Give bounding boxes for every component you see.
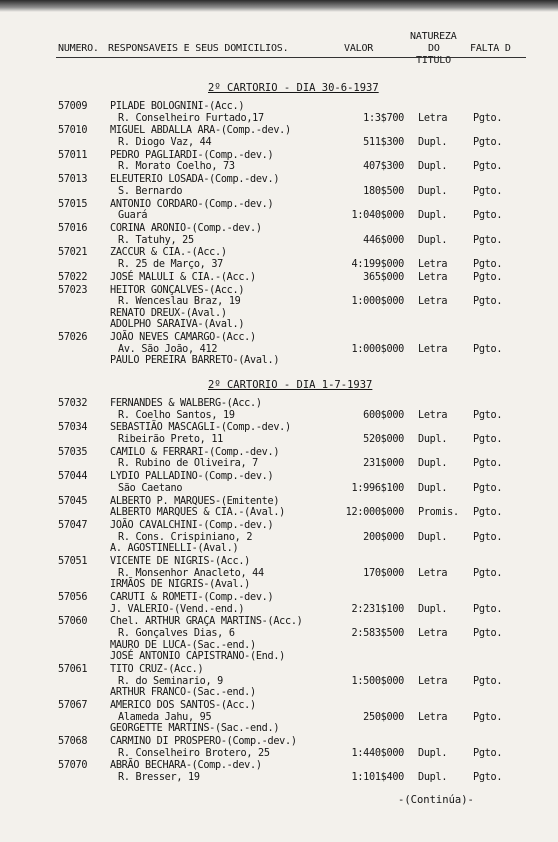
entry-number: 57021 — [58, 247, 88, 259]
entry-natureza: Dupl. — [418, 482, 448, 494]
entry-detail-line: Guará — [118, 210, 148, 222]
entry-responsible: CARUTI & ROMETI-(Comp.-dev.) — [110, 592, 274, 603]
entry-valor: 2:583$500 — [351, 628, 404, 639]
entry-situacao: Pgto. — [473, 296, 503, 308]
entry-number: 57022 — [58, 271, 88, 283]
entry-detail-line: GEORGETTE MARTINS-(Sac.-end.) — [110, 723, 280, 735]
entry-situacao: Pgto. — [473, 772, 503, 783]
entry-detail-line: R. Coelho Santos, 19 — [118, 409, 235, 421]
entry-natureza: Letra — [418, 675, 448, 687]
entry-situacao: Pgto. — [473, 458, 503, 470]
entry-responsible: ELEUTERIO LOSADA-(Comp.-dev.) — [110, 174, 280, 186]
entry-responsible: JOSÉ MALULI & CIA.-(Acc.) — [110, 271, 256, 283]
entry-number: 57056 — [58, 592, 88, 603]
entry-number: 57047 — [58, 520, 88, 531]
entry-natureza: Letra — [418, 259, 448, 270]
entry-situacao: Pgto. — [473, 711, 503, 723]
entry-number: 57032 — [58, 398, 88, 409]
entry-situacao: Pgto. — [473, 628, 503, 639]
entry-situacao: Pgto. — [473, 259, 503, 270]
entry-situacao: Pgto. — [473, 567, 503, 579]
entry-detail-line: IRMÃOS DE NIGRIS-(Aval.) — [110, 579, 251, 591]
entry-detail-line: A. AGOSTINELLI-(Aval.) — [110, 543, 239, 555]
entry-responsible: LYDIO PALLADINO-(Comp.-dev.) — [110, 471, 274, 483]
entry-situacao: Pgto. — [473, 675, 503, 687]
entry-number: 57013 — [58, 174, 88, 186]
entry-valor: 2:231$100 — [351, 603, 404, 615]
entry-situacao: Pgto. — [473, 234, 503, 246]
entry-responsible: ZACCUR & CIA.-(Acc.) — [110, 247, 227, 259]
entry-number: 57010 — [58, 125, 88, 137]
entry-valor: 511$300 — [363, 137, 404, 148]
entry-detail-line: R. Tatuhy, 25 — [118, 234, 194, 246]
entry-valor: 446$000 — [363, 234, 404, 246]
entry-situacao: Pgto. — [473, 185, 503, 197]
entry-situacao: Pgto. — [473, 747, 503, 759]
entry-responsible: CORINA ARONIO-(Comp.-dev.) — [110, 223, 262, 234]
entry-detail-line: PAULO PEREIRA BARRETO-(Aval.) — [110, 355, 280, 367]
entry-valor: 12:000$000 — [345, 507, 404, 519]
entry-responsible: MIGUEL ABDALLA ARA-(Comp.-dev.) — [110, 125, 291, 137]
entry-natureza: Dupl. — [418, 137, 448, 148]
entry-natureza: Letra — [418, 343, 448, 355]
entry-number: 57016 — [58, 223, 88, 234]
entry-situacao: Pgto. — [473, 409, 503, 421]
entry-detail-line: São Caetano — [118, 482, 183, 494]
entry-responsible: TITO CRUZ-(Acc.) — [110, 664, 204, 675]
entry-situacao: Pgto. — [473, 343, 503, 355]
entry-number: 57034 — [58, 422, 88, 434]
entry-detail-line: RENATO DREUX-(Aval.) — [110, 307, 227, 319]
entry-number: 57015 — [58, 198, 88, 210]
entry-number: 57051 — [58, 556, 88, 567]
entry-valor: 365$000 — [363, 271, 404, 283]
entry-detail-line: R. Bresser, 19 — [118, 772, 200, 783]
entry-number: 57067 — [58, 700, 88, 711]
scan-top-shadow — [0, 0, 558, 12]
entry-number: 57009 — [58, 101, 88, 112]
entry-detail-line: ADOLPHO SARAIVA-(Aval.) — [110, 319, 245, 331]
entry-responsible: ALBERTO P. MARQUES-(Emitente) — [110, 495, 280, 507]
entry-detail-line: R. Conselheiro Brotero, 25 — [118, 747, 270, 759]
header-natureza-1: NATUREZA — [410, 31, 457, 42]
entry-detail-line: R. Morato Coelho, 73 — [118, 161, 235, 173]
entry-number: 57035 — [58, 446, 88, 458]
entry-number: 57044 — [58, 471, 88, 483]
entry-natureza: Dupl. — [418, 161, 448, 173]
entry-detail-line: Ribeirão Preto, 11 — [118, 434, 224, 445]
entry-detail-line: JOSÉ ANTONIO CAPISTRANO-(End.) — [110, 651, 286, 663]
entry-detail-line: R. Monsenhor Anacleto, 44 — [118, 567, 264, 579]
entry-detail-line: ALBERTO MARQUES & CIA.-(Aval.) — [110, 507, 286, 519]
entry-natureza: Dupl. — [418, 234, 448, 246]
header-rule — [56, 57, 526, 58]
entry-natureza: Dupl. — [418, 772, 448, 783]
entry-responsible: Chel. ARTHUR GRAÇA MARTINS-(Acc.) — [110, 616, 303, 628]
entry-responsible: AMERICO DOS SANTOS-(Acc.) — [110, 700, 256, 711]
entry-number: 57060 — [58, 616, 88, 628]
entry-situacao: Pgto. — [473, 531, 503, 543]
entry-detail-line: R. Rubino de Oliveira, 7 — [118, 458, 259, 470]
entry-natureza: Letra — [418, 409, 448, 421]
entry-natureza: Letra — [418, 112, 448, 124]
entry-valor: 170$000 — [363, 567, 404, 579]
entry-natureza: Dupl. — [418, 531, 448, 543]
entry-natureza: Dupl. — [418, 210, 448, 222]
entry-valor: 407$300 — [363, 161, 404, 173]
entry-natureza: Letra — [418, 711, 448, 723]
entry-natureza: Letra — [418, 567, 448, 579]
header-resp: RESPONSAVEIS E SEUS DOMICILIOS. — [108, 43, 289, 54]
header-falta: FALTA D — [470, 43, 511, 54]
entry-responsible: ABRÃO BECHARA-(Comp.-dev.) — [110, 760, 262, 772]
entry-valor: 180$500 — [363, 185, 404, 197]
header-num: NUMERO. — [58, 43, 99, 54]
entry-responsible: PILADE BOLOGNINI-(Acc.) — [110, 101, 245, 112]
entry-detail-line: ARTHUR FRANCO-(Sac.-end.) — [110, 687, 256, 699]
entry-valor: 200$000 — [363, 531, 404, 543]
entry-situacao: Pgto. — [473, 271, 503, 283]
entry-natureza: Dupl. — [418, 185, 448, 197]
entry-valor: 1:040$000 — [351, 210, 404, 222]
entry-detail-line: Av. São João, 412 — [118, 343, 218, 355]
entry-valor: 1:500$000 — [351, 675, 404, 687]
entry-situacao: Pgto. — [473, 507, 503, 519]
entry-detail-line: R. 25 de Março, 37 — [118, 259, 224, 270]
entry-valor: 231$000 — [363, 458, 404, 470]
entry-number: 57070 — [58, 760, 88, 772]
continua-label: -(Continúa)- — [398, 794, 474, 806]
entry-natureza: Letra — [418, 628, 448, 639]
entry-detail-line: R. Diogo Vaz, 44 — [118, 137, 212, 148]
entry-detail-line: S. Bernardo — [118, 185, 183, 197]
entry-responsible: PEDRO PAGLIARDI-(Comp.-dev.) — [110, 149, 274, 161]
entry-detail-line: MAURO DE LUCA-(Sac.-end.) — [110, 639, 256, 651]
entry-situacao: Pgto. — [473, 112, 503, 124]
entry-situacao: Pgto. — [473, 434, 503, 445]
header-natureza-2: DO — [428, 43, 440, 54]
entry-number: 57068 — [58, 736, 88, 747]
entry-responsible: SEBASTIÃO MASCAGLI-(Comp.-dev.) — [110, 422, 291, 434]
entry-responsible: ANTONIO CORDARO-(Comp.-dev.) — [110, 198, 274, 210]
entry-responsible: CAMILO & FERRARI-(Comp.-dev.) — [110, 446, 280, 458]
entry-valor: 1:000$000 — [351, 343, 404, 355]
entry-valor: 520$000 — [363, 434, 404, 445]
entry-detail-line: R. Wenceslau Braz, 19 — [118, 296, 241, 308]
entry-number: 57045 — [58, 495, 88, 507]
entry-valor: 1:101$400 — [351, 772, 404, 783]
entry-detail-line: R. Gonçalves Dias, 6 — [118, 628, 235, 639]
entry-valor: 250$000 — [363, 711, 404, 723]
entry-responsible: HEITOR GONÇALVES-(Acc.) — [110, 284, 245, 296]
entry-number: 57011 — [58, 149, 88, 161]
entry-detail-line: Alameda Jahu, 95 — [118, 711, 212, 723]
entry-situacao: Pgto. — [473, 137, 503, 148]
entry-natureza: Dupl. — [418, 747, 448, 759]
entry-situacao: Pgto. — [473, 161, 503, 173]
entry-natureza: Dupl. — [418, 603, 448, 615]
entry-responsible: JOÃO NEVES CAMARGO-(Acc.) — [110, 332, 256, 344]
entry-valor: 1:000$000 — [351, 296, 404, 308]
entry-natureza: Dupl. — [418, 434, 448, 445]
section-title: 2º CARTORIO - DIA 30-6-1937 — [208, 82, 379, 94]
entry-valor: 1:996$100 — [351, 482, 404, 494]
entry-detail-line: R. Conselheiro Furtado,17 — [118, 112, 264, 124]
entry-number: 57026 — [58, 332, 88, 344]
entry-situacao: Pgto. — [473, 210, 503, 222]
entry-responsible: FERNANDES & WALBERG-(Acc.) — [110, 398, 262, 409]
entry-natureza: Letra — [418, 271, 448, 283]
entry-responsible: CARMINO DI PROSPERO-(Comp.-dev.) — [110, 736, 297, 747]
entry-situacao: Pgto. — [473, 603, 503, 615]
entry-valor: 1:3$700 — [363, 112, 404, 124]
header-natureza-3: TITULO — [416, 55, 451, 66]
entry-situacao: Pgto. — [473, 482, 503, 494]
entry-valor: 600$000 — [363, 409, 404, 421]
entry-responsible: JOÃO CAVALCHINI-(Comp.-dev.) — [110, 520, 274, 531]
entry-number: 57061 — [58, 664, 88, 675]
entry-natureza: Dupl. — [418, 458, 448, 470]
entry-natureza: Promis. — [418, 507, 459, 519]
entry-natureza: Letra — [418, 296, 448, 308]
entry-detail-line: J. VALERIO-(Vend.-end.) — [110, 603, 245, 615]
entry-responsible: VICENTE DE NIGRIS-(Acc.) — [110, 556, 251, 567]
entry-number: 57023 — [58, 284, 88, 296]
entry-detail-line: R. do Seminario, 9 — [118, 675, 224, 687]
section-title: 2º CARTORIO - DIA 1-7-1937 — [208, 379, 373, 391]
entry-valor: 4:199$000 — [351, 259, 404, 270]
header-valor: VALOR — [344, 43, 374, 54]
entry-detail-line: R. Cons. Crispiniano, 2 — [118, 531, 253, 543]
entry-valor: 1:440$000 — [351, 747, 404, 759]
